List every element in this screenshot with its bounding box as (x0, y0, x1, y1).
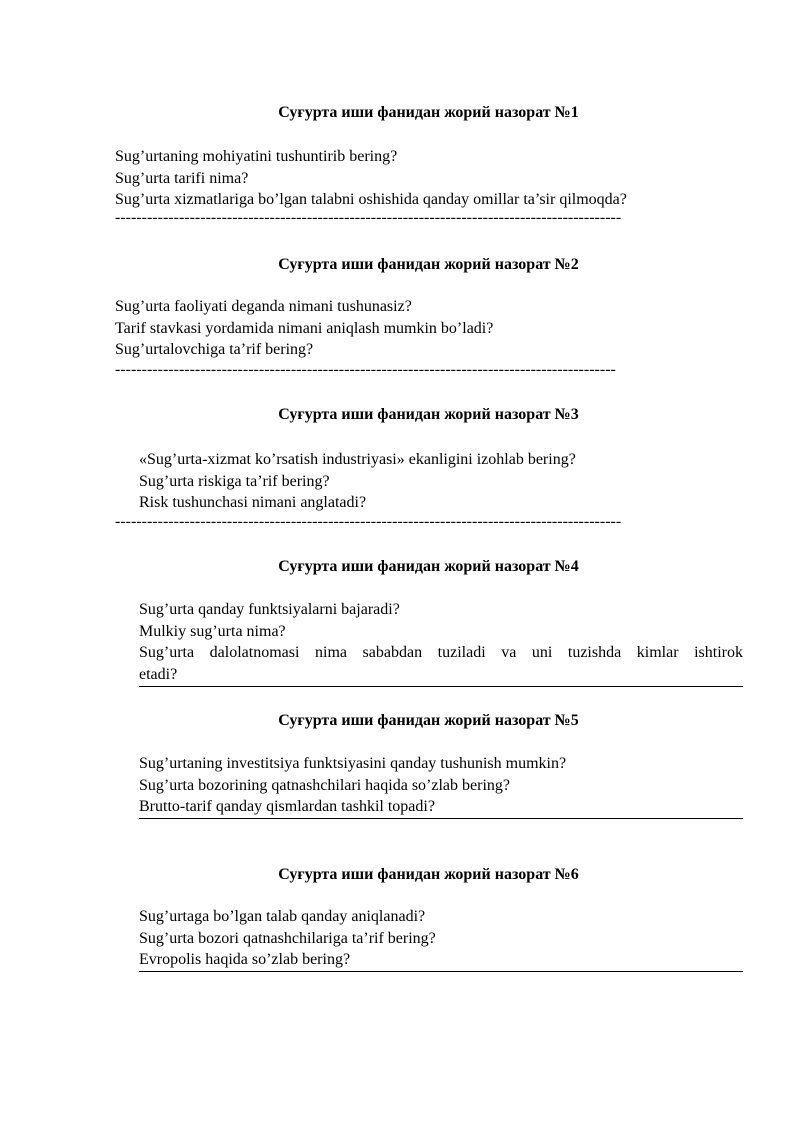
dashed-separator: ----------------------------------------------------------------------------------------------- (115, 514, 622, 530)
question: Sug’urtalovchiga ta’rif bering? (115, 341, 314, 358)
section-3-questions (139, 449, 576, 514)
dashed-separator: ---------------------------------------------------------------------------------------------- (115, 362, 616, 378)
question: Sug’urta xizmatlariga bo’lgan talabni oshishida qanday omillar ta’sir qilmoqda? (115, 191, 627, 208)
question: Sug’urta riskiga ta’rif bering? (139, 472, 330, 490)
question: Evropolis haqida so’zlab bering? (139, 951, 351, 968)
section-4-title: Суғурта иши фанидан жорий назорат №4 (278, 558, 579, 575)
section-underline (139, 971, 743, 972)
question: Sug’urtaga bo’lgan talab qanday aniqlanadi? (139, 908, 426, 925)
section-5-title: Суғурта иши фанидан жорий назорат №5 (278, 712, 579, 729)
question: Tarif stavkasi yordamida nimani aniqlash mumkin bo’ladi? (115, 319, 494, 337)
dashed-separator: ----------------------------------------------------------------------------------------------- (115, 210, 622, 226)
question: Sug’urta dalolatnomasi nima sababdan tuziladi va uni tuzishda kimlar ishtirok (139, 644, 743, 661)
question: etadi? (139, 665, 178, 683)
question: Sug’urtaning mohiyatini tushuntirib bering? (115, 148, 398, 165)
question: Risk tushunchasi nimani anglatadi? (139, 494, 367, 511)
section-underline (139, 818, 743, 819)
section-1-title: Суғурта иши фанидан жорий назорат №1 (278, 104, 579, 121)
section-1-questions (115, 146, 627, 211)
question: Mulkiy sug’urta nima? (139, 622, 286, 640)
question: «Sug’urta-xizmat ko’rsatish industriyasi» ekanligini izohlab bering? (139, 451, 576, 468)
section-2-questions (115, 296, 493, 361)
question: Sug’urtaning investitsiya funktsiyasini qanday tushunish mumkin? (139, 755, 567, 772)
section-underline (139, 686, 743, 687)
question: Sug’urta faoliyati deganda nimani tushunasiz? (115, 298, 412, 315)
section-2-title: Суғурта иши фанидан жорий назорат №2 (278, 256, 579, 273)
section-3-title: Суғурта иши фанидан жорий назорат №3 (278, 406, 579, 423)
section-4-questions (139, 599, 743, 685)
section-6-title: Суғурта иши фанидан жорий назорат №6 (278, 866, 579, 883)
question: Sug’urta bozorining qatnashchilari haqida so’zlab bering? (139, 776, 510, 794)
question: Sug’urta bozori qatnashchilariga ta’rif bering? (139, 929, 436, 947)
section-6-questions (139, 906, 436, 971)
question: Sug’urta qanday funktsiyalarni bajaradi? (139, 601, 400, 618)
section-5-questions (139, 753, 566, 818)
question: Brutto-tarif qanday qismlardan tashkil topadi? (139, 798, 435, 815)
question: Sug’urta tarifi nima? (115, 169, 249, 187)
